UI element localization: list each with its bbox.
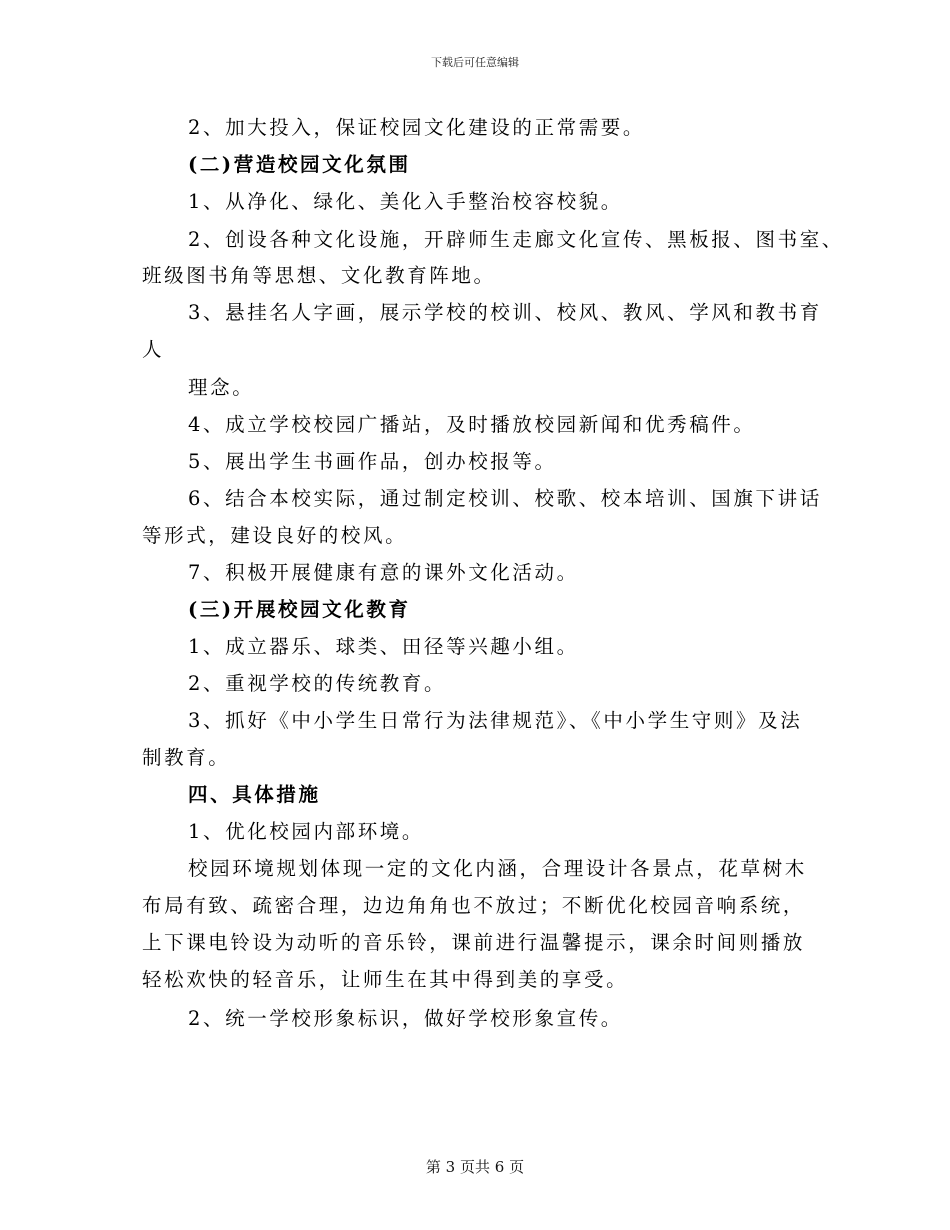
paragraph-line: 班级图书角等思想、文化教育阵地。 (142, 264, 496, 287)
paragraph-line: 7、积极开展健康有意的课外文化活动。 (188, 561, 579, 584)
paragraph-line: 2、加大投入，保证校园文化建设的正常需要。 (188, 116, 646, 139)
paragraph-line: 1、成立器乐、球类、田径等兴趣小组。 (188, 635, 579, 658)
paragraph-line: 2、统一学校形象标识，做好学校形象宣传。 (188, 1007, 623, 1030)
page-footer: 第 3 页共 6 页 (425, 1158, 525, 1176)
paragraph-line: 布局有致、疏密合理，边边角角也不放过；不断优化校园音响系统， (142, 894, 806, 917)
paragraph-line: 6、结合本校实际，通过制定校训、校歌、校本培训、国旗下讲话 (188, 487, 822, 510)
paragraph-line: 3、抓好《中小学生日常行为法律规范》、《中小学生守则》及法 (188, 709, 803, 732)
section-heading: (二)营造校园文化氛围 (188, 153, 411, 176)
paragraph-line: 上下课电铃设为动听的音乐铃，课前进行温馨提示，课余时间则播放 (142, 931, 806, 954)
section-heading: (三)开展校园文化教育 (188, 598, 411, 621)
paragraph-line: 等形式，建设良好的校风。 (142, 524, 408, 547)
paragraph-line: 人 (142, 338, 165, 361)
paragraph-line: 1、优化校园内部环境。 (188, 820, 425, 843)
paragraph-line: 2、重视学校的传统教育。 (188, 672, 447, 695)
page-header: 下载后可任意编辑 (431, 56, 519, 69)
paragraph-line: 4、成立学校校园广播站，及时播放校园新闻和优秀稿件。 (188, 413, 756, 436)
paragraph-line: 2、创设各种文化设施，开辟师生走廊文化宣传、黑板报、图书室、 (188, 228, 844, 251)
paragraph-line: 5、展出学生书画作品，创办校报等。 (188, 450, 557, 473)
paragraph-line: 1、从净化、绿化、美化入手整治校容校貌。 (188, 190, 623, 213)
paragraph-line: 轻松欢快的轻音乐，让师生在其中得到美的享受。 (142, 968, 629, 991)
paragraph-line: 校园环境规划体现一定的文化内涵，合理设计各景点，花草树木 (188, 857, 807, 880)
paragraph-line: 制教育。 (142, 746, 231, 769)
section-heading: 四、具体措施 (188, 783, 321, 806)
paragraph-line: 3、悬挂名人字画，展示学校的校训、校风、教风、学风和教书育 (188, 301, 822, 324)
paragraph-line: 理念。 (188, 376, 255, 399)
